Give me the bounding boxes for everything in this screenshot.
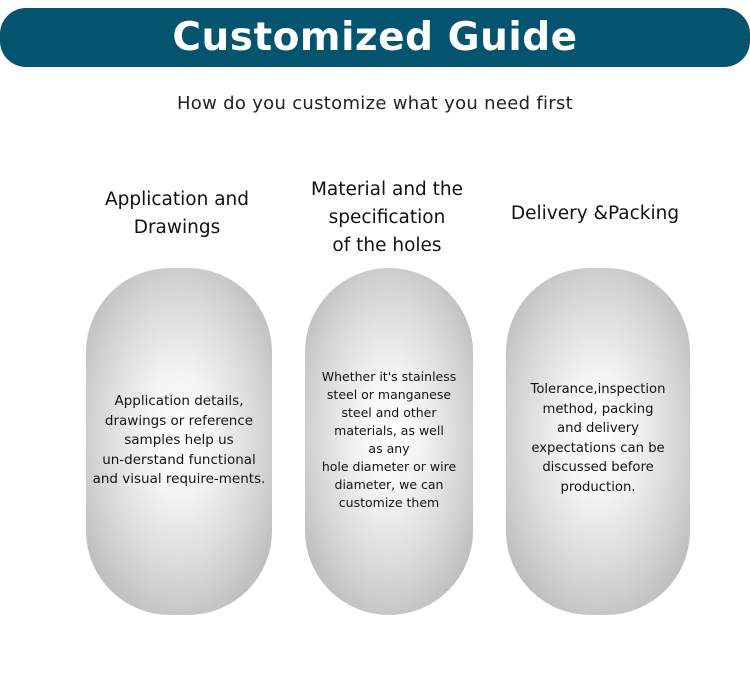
page-title: Customized Guide [172,15,578,60]
card-application-drawings [86,268,272,615]
card-delivery-packing [506,268,690,615]
heading-material-specification: Material and the specification of the holes [310,179,464,256]
title-banner [0,8,750,67]
heading-application-drawings: Application and Drawings [104,189,250,238]
card-delivery-packing-text: Tolerance,inspection method, packing and delivery expectations can be discussed before production. [530,382,666,495]
card-material-specification-text: Whether it's stainless steel or manganese steel and other materials, as well as any hole diameter or wire diameter, we can customize them [321,369,457,510]
card-material-specification [305,268,473,615]
card-application-drawings-text: Application details, drawings or reference samples help us un-derstand functional and visual require-ments. [92,393,266,488]
heading-delivery-packing: Delivery &Packing [510,203,680,224]
page-subtitle: How do you customize what you need first [176,93,574,114]
